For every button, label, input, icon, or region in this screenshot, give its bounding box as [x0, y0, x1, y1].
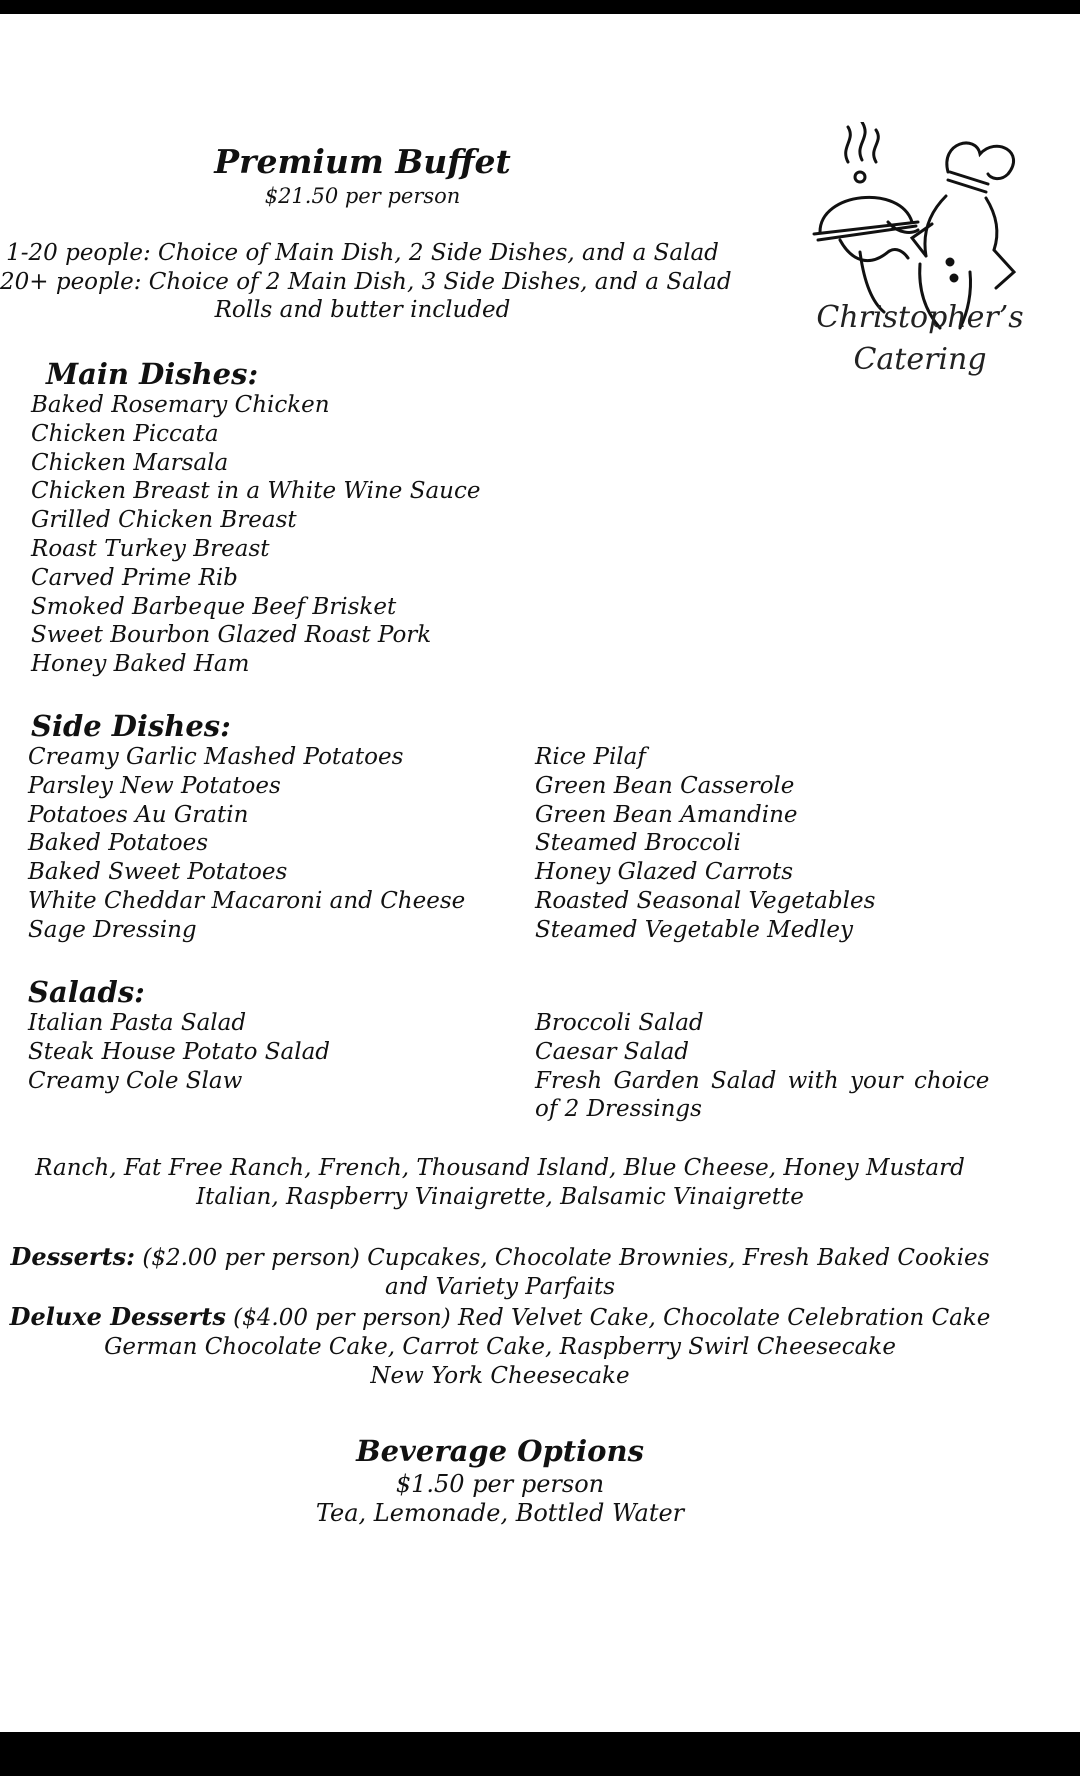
list-item: Sweet Bourbon Glazed Roast Pork — [31, 622, 432, 649]
desserts-label: Desserts: — [10, 1242, 136, 1271]
beverage-block — [0, 1432, 1000, 1528]
beverage-items: Tea, Lemonade, Bottled Water — [315, 1499, 685, 1527]
salads-left-list — [28, 1009, 330, 1095]
desserts-text: ($2.00 per person) Cupcakes, Chocolate Brownies, Fresh Baked Cookies — [135, 1245, 990, 1271]
list-item: Honey Baked Ham — [31, 651, 250, 678]
side-dishes-title: Side Dishes: — [31, 709, 231, 743]
list-item: Carved Prime Rib — [31, 564, 238, 591]
rule-line: 1-20 people: Choice of Main Dish, 2 Side Dishes, and a Salad — [6, 240, 719, 266]
christophers-catering-logo — [800, 122, 1040, 432]
list-item: White Cheddar Macaroni and Cheese — [28, 887, 466, 914]
logo-name-line2: Catering — [853, 342, 987, 377]
dressings-line: Italian, Raspberry Vinaigrette, Balsamic Vinaigrette — [196, 1184, 804, 1210]
list-item: Parsley New Potatoes — [28, 772, 281, 799]
main-dishes-list — [31, 391, 480, 679]
list-item: Chicken Breast in a White Wine Sauce — [31, 478, 481, 505]
buffet-price: $21.50 per person — [264, 184, 461, 208]
list-item: Honey Glazed Carrots — [535, 859, 794, 886]
list-item: Baked Potatoes — [28, 830, 209, 857]
rule-line: 20+ people: Choice of 2 Main Dish, 3 Side Dishes, and a Salad — [0, 268, 732, 295]
list-item: Caesar Salad — [535, 1038, 690, 1065]
list-item: Roasted Seasonal Vegetables — [535, 887, 876, 914]
buffet-rules — [0, 239, 732, 325]
menu-header — [0, 142, 725, 210]
deluxe-desserts-line2: German Chocolate Cake, Carrot Cake, Raspberry Swirl Cheesecake — [104, 1334, 896, 1360]
list-item: Potatoes Au Gratin — [28, 801, 249, 828]
side-dishes-right-list — [535, 743, 875, 945]
list-item: Creamy Cole Slaw — [28, 1067, 243, 1094]
list-item: Steamed Vegetable Medley — [535, 916, 854, 943]
list-item: Broccoli Salad — [535, 1010, 704, 1036]
list-item: Smoked Barbeque Beef Brisket — [31, 593, 397, 620]
list-item: Green Bean Amandine — [535, 801, 798, 828]
logo-name-line1: Christopher’s — [816, 300, 1024, 335]
dressings-list — [0, 1154, 1000, 1212]
deluxe-desserts-text: ($4.00 per person) Red Velvet Cake, Chocolate Celebration Cake — [225, 1305, 991, 1331]
list-item: Fresh Garden Salad with your choice — [535, 1067, 990, 1094]
list-item: Steak House Potato Salad — [28, 1038, 331, 1065]
dressings-line: Ranch, Fat Free Ranch, French, Thousand Island, Blue Cheese, Honey Mustard — [35, 1155, 965, 1181]
desserts-line2: and Variety Parfaits — [384, 1274, 616, 1300]
desserts-line1 — [0, 1242, 1000, 1273]
list-item: of 2 Dressings — [535, 1096, 702, 1123]
list-item: Chicken Marsala — [31, 449, 229, 476]
deluxe-desserts-label: Deluxe Desserts — [9, 1302, 226, 1331]
list-item: Baked Rosemary Chicken — [31, 392, 330, 418]
list-item: Creamy Garlic Mashed Potatoes — [28, 744, 404, 770]
chef-cloche-logo-icon — [800, 122, 1040, 432]
list-item: Steamed Broccoli — [535, 830, 741, 857]
list-item: Italian Pasta Salad — [28, 1010, 247, 1036]
page-title: Premium Buffet — [214, 142, 511, 181]
list-item: Roast Turkey Breast — [31, 535, 270, 562]
list-item: Green Bean Casserole — [535, 772, 795, 799]
salads-right-list — [535, 1009, 989, 1124]
side-dishes-left-list — [28, 743, 465, 945]
deluxe-desserts-line3: New York Cheesecake — [370, 1363, 630, 1389]
main-dishes-title: Main Dishes: — [46, 357, 259, 391]
salads-title: Salads: — [28, 975, 145, 1009]
list-item: Rice Pilaf — [535, 744, 646, 770]
beverage-title: Beverage Options — [356, 1434, 644, 1468]
menu-page — [0, 14, 1080, 1732]
list-item: Baked Sweet Potatoes — [28, 859, 288, 886]
beverage-price: $1.50 per person — [395, 1470, 605, 1498]
list-item: Sage Dressing — [28, 916, 197, 943]
desserts-block — [0, 1242, 1000, 1391]
list-item: Chicken Piccata — [31, 420, 219, 447]
deluxe-desserts-line1 — [0, 1302, 1000, 1333]
rule-line: Rolls and butter included — [214, 297, 511, 323]
list-item: Grilled Chicken Breast — [31, 507, 297, 534]
